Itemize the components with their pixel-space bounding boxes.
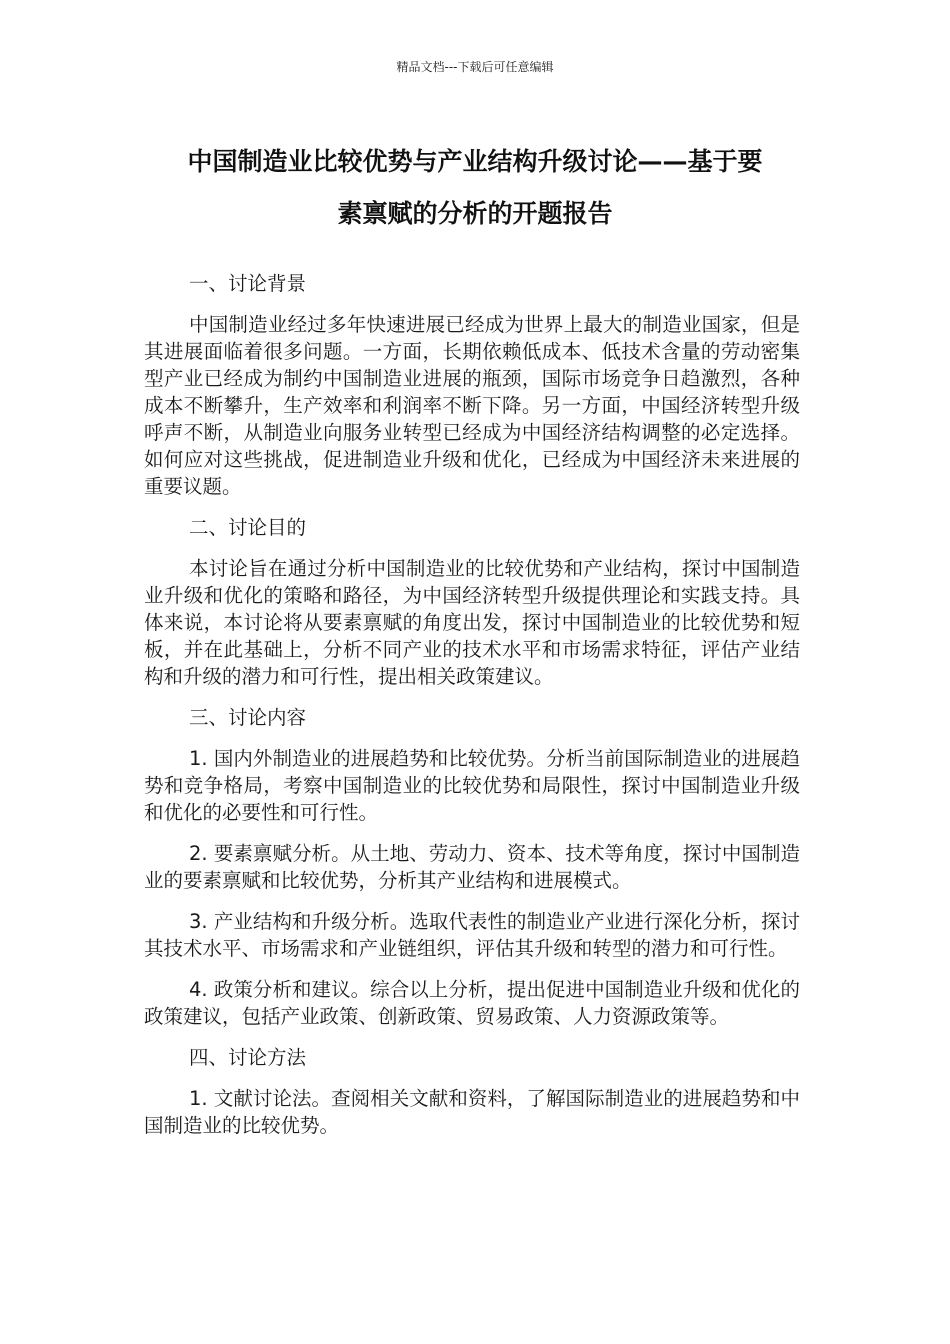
content-item-1: 1. 国内外制造业的进展趋势和比较优势。分析当前国际制造业的进展趋势和竞争格局，考察中国制造业的比较优势和局限性，探讨中国制造业升级和优化的必要性和可行性。	[144, 747, 800, 824]
content-item-4: 4. 政策分析和建议。综合以上分析，提出促进中国制造业升级和优化的政策建议，包括产业政策、创新政策、贸易政策、人力资源政策等。	[144, 978, 800, 1028]
page-header-note: 精品文档---下载后可任意编辑	[396, 60, 554, 74]
method-item-1: 1. 文献讨论法。查阅相关文献和资料，了解国际制造业的进展趋势和中国制造业的比较优势。	[144, 1087, 800, 1137]
document-title	[140, 136, 810, 240]
document-body	[144, 270, 800, 1153]
section-heading-method: 四、讨论方法	[189, 1046, 307, 1069]
section-heading-background: 一、讨论背景	[189, 272, 307, 295]
title-line-2: 素禀赋的分析的开题报告	[337, 199, 613, 228]
paragraph-background: 中国制造业经过多年快速进展已经成为世界上最大的制造业国家，但是其进展面临着很多问题。一方面，长期依赖低成本、低技术含量的劳动密集型产业已经成为制约中国制造业进展的瓶颈，国际市场竞争日趋激烈，各种成本不断攀升，生产效率和利润率不断下降。另一方面，中国经济转型升级呼声不断，从制造业向服务业转型已经成为中国经济结构调整的必定选择。如何应对这些挑战，促进制造业升级和优化，已经成为中国经济未来进展的重要议题。	[144, 313, 800, 498]
section-heading-content: 三、讨论内容	[189, 706, 307, 729]
content-item-3: 3. 产业结构和升级分析。选取代表性的制造业产业进行深化分析，探讨其技术水平、市场需求和产业链组织，评估其升级和转型的潜力和可行性。	[144, 910, 800, 960]
content-item-2: 2. 要素禀赋分析。从土地、劳动力、资本、技术等角度，探讨中国制造业的要素禀赋和比较优势，分析其产业结构和进展模式。	[144, 842, 800, 892]
title-line-1: 中国制造业比较优势与产业结构升级讨论——基于要	[187, 147, 763, 176]
section-heading-purpose: 二、讨论目的	[189, 516, 307, 539]
paragraph-purpose: 本讨论旨在通过分析中国制造业的比较优势和产业结构，探讨中国制造业升级和优化的策略和路径，为中国经济转型升级提供理论和实践支持。具体来说，本讨论将从要素禀赋的角度出发，探讨中国制造业的比较优势和短板，并在此基础上，分析不同产业的技术水平和市场需求特征，评估产业结构和升级的潜力和可行性，提出相关政策建议。	[144, 557, 800, 688]
